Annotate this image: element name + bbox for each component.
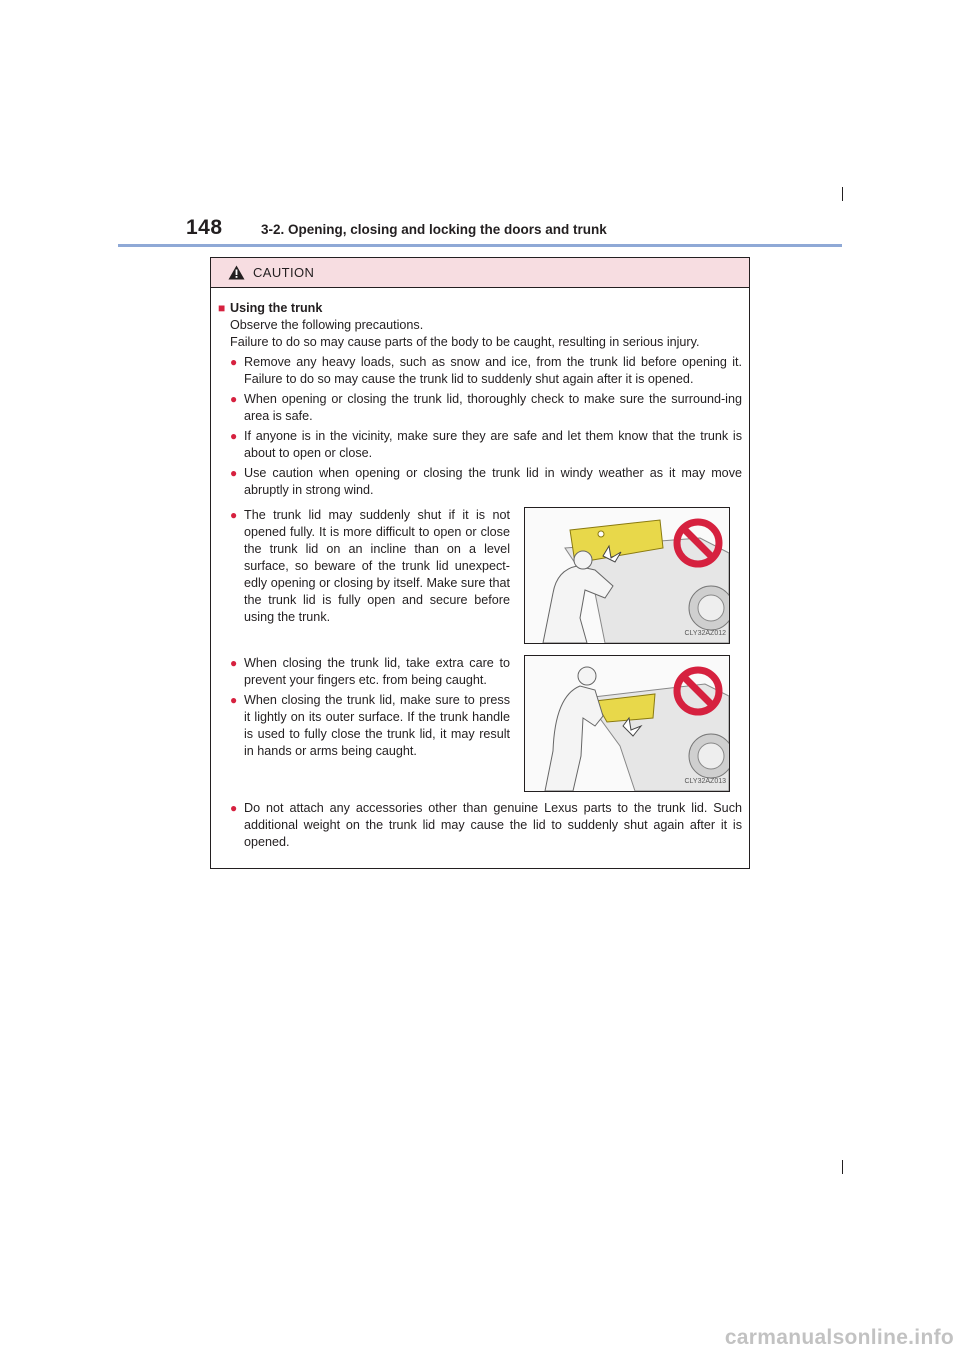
- no-entry-icon: [673, 518, 723, 573]
- list-item-text: When opening or closing the trunk lid, thoroughly check to make sure the surround-ing area is safe.: [244, 392, 742, 423]
- intro-line-1: Observe the following precautions.: [230, 318, 424, 332]
- figure-row-2: [218, 655, 742, 792]
- caution-header: [211, 258, 749, 288]
- list-item-text: If anyone is in the vicinity, make sure they are safe and let them know that the trunk is about to open or close.: [244, 429, 742, 460]
- subheading: [218, 300, 742, 317]
- list-item-text: When closing the trunk lid, make sure to press it lightly on its outer surface. If the trunk handle is used to fully close the trunk lid, it may result in hands or arms being caught.: [244, 693, 510, 758]
- watermark: carmanualsonline.info: [724, 1326, 954, 1349]
- list-item: [218, 465, 742, 499]
- figure-row-1: [218, 507, 742, 644]
- list-item: [218, 507, 510, 626]
- bullet-dot-icon: ●: [230, 693, 238, 707]
- subheading-text: Using the trunk: [230, 301, 323, 315]
- caution-label: CAUTION: [253, 265, 315, 280]
- crop-mark-top: [842, 187, 843, 201]
- list-item-text: Remove any heavy loads, such as snow and ice, from the trunk lid before opening it. Failure to do so may cause the trunk lid to suddenly shut again after it is opened.: [244, 355, 742, 386]
- bullet-dot-icon: ●: [230, 466, 238, 480]
- list-item: [218, 391, 742, 425]
- list-item: [218, 800, 742, 851]
- figure-2-code: CLY32AZ013: [684, 778, 726, 785]
- list-item: [218, 692, 510, 760]
- list-item-text: When closing the trunk lid, take extra care to prevent your fingers etc. from being caught.: [244, 656, 510, 687]
- list-item: [218, 655, 510, 689]
- caution-box: [210, 257, 750, 869]
- page-number: 148: [186, 216, 223, 239]
- list-item: [218, 428, 742, 462]
- bullet-dot-icon: ●: [230, 392, 238, 406]
- intro-line-2: Failure to do so may cause parts of the body to be caught, resulting in serious injury.: [230, 335, 700, 349]
- bullet-dot-icon: ●: [230, 355, 238, 369]
- section-title: 3-2. Opening, closing and locking the doors and trunk: [261, 222, 607, 237]
- caution-body: [211, 288, 749, 851]
- bullet-dot-icon: ●: [230, 801, 238, 815]
- crop-mark-bottom: [842, 1160, 843, 1174]
- warning-triangle-icon: [228, 265, 245, 280]
- figure-2-illustration: [524, 655, 730, 792]
- bullet-dot-icon: ●: [230, 656, 238, 670]
- header-rule: [118, 244, 842, 247]
- list-item: [218, 354, 742, 388]
- figure-1-text: [218, 507, 510, 644]
- list-item-text: Do not attach any accessories other than genuine Lexus parts to the trunk lid. Such additional weight on the trunk lid may cause the lid to suddenly shut again after it is opened.: [244, 801, 742, 849]
- list-item-text: The trunk lid may suddenly shut if it is not opened fully. It is more difficult to open or close the trunk lid on an incline than on a level surface, so beware of the trunk lid unexpect-edly opening or closing by itself. Make sure that the trunk lid is fully open and secure before using the trunk.: [244, 508, 510, 624]
- figure-1-code: CLY32AZ012: [684, 630, 726, 637]
- figure-1-illustration: [524, 507, 730, 644]
- list-item-text: Use caution when opening or closing the trunk lid in windy weather as it may move abruptly in strong wind.: [244, 466, 742, 497]
- bullet-dot-icon: ●: [230, 429, 238, 443]
- figure-2-text: [218, 655, 510, 792]
- square-bullet-icon: ■: [218, 301, 226, 315]
- bullet-dot-icon: ●: [230, 508, 238, 522]
- no-entry-icon: [673, 666, 723, 721]
